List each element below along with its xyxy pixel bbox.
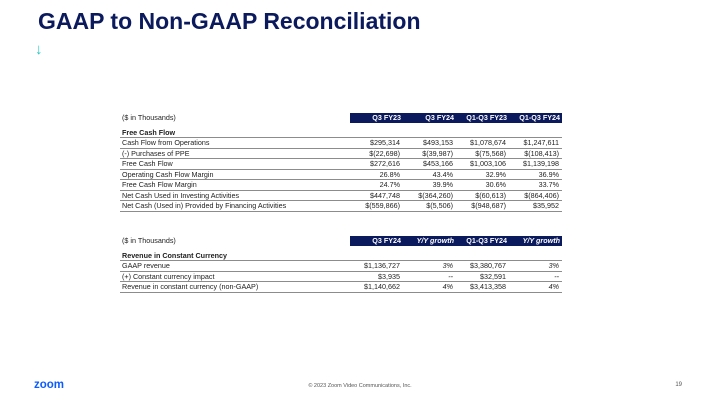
copyright-footer: © 2023 Zoom Video Communications, Inc. — [308, 383, 412, 389]
cell: $(75,568) — [456, 148, 509, 159]
row-label: Cash Flow from Operations — [120, 138, 350, 149]
cell: 26.8% — [350, 169, 403, 180]
cell: $1,247,611 — [509, 138, 562, 149]
cell: $1,139,198 — [509, 159, 562, 170]
cell: $(5,506) — [403, 201, 456, 212]
table-row — [120, 180, 562, 191]
cell: 30.6% — [456, 180, 509, 191]
cell: 3% — [403, 261, 456, 272]
table-row — [120, 159, 562, 170]
row-label: Free Cash Flow Margin — [120, 180, 350, 191]
down-arrow-icon: ↓ — [35, 41, 43, 58]
cell: 3% — [509, 261, 562, 272]
cell: $32,591 — [456, 271, 509, 282]
cell: $295,314 — [350, 138, 403, 149]
section-title: Revenue in Constant Currency — [120, 251, 562, 261]
cell: $(864,406) — [509, 190, 562, 201]
column-header: Q1-Q3 FY24 — [509, 113, 562, 123]
column-header: Y/Y growth — [509, 236, 562, 246]
cell: $272,616 — [350, 159, 403, 170]
cell: $3,935 — [350, 271, 403, 282]
cell: $453,166 — [403, 159, 456, 170]
table-row — [120, 261, 562, 272]
cell: -- — [403, 271, 456, 282]
column-header: Q1-Q3 FY23 — [456, 113, 509, 123]
table-row — [120, 138, 562, 149]
row-label: Operating Cash Flow Margin — [120, 169, 350, 180]
cell: 32.9% — [456, 169, 509, 180]
row-label: Net Cash (Used in) Provided by Financing Activities — [120, 201, 350, 212]
cell: $493,153 — [403, 138, 456, 149]
section-title: Free Cash Flow — [120, 128, 562, 138]
column-header: Y/Y growth — [403, 236, 456, 246]
cell: $(364,260) — [403, 190, 456, 201]
cell: $(39,987) — [403, 148, 456, 159]
row-label: (-) Purchases of PPE — [120, 148, 350, 159]
table-row — [120, 169, 562, 180]
cell: 33.7% — [509, 180, 562, 191]
table-row — [120, 190, 562, 201]
cell: 4% — [403, 282, 456, 293]
cell: $35,952 — [509, 201, 562, 212]
table-row — [120, 148, 562, 159]
cell: $(22,698) — [350, 148, 403, 159]
table-row — [120, 282, 562, 293]
cell: $3,380,767 — [456, 261, 509, 272]
cell: 43.4% — [403, 169, 456, 180]
page-number: 19 — [675, 382, 682, 388]
cell: $447,748 — [350, 190, 403, 201]
row-label: Free Cash Flow — [120, 159, 350, 170]
column-header: Q3 FY24 — [350, 236, 403, 246]
cell: $1,003,106 — [456, 159, 509, 170]
cell: $1,078,674 — [456, 138, 509, 149]
zoom-logo: zoom — [34, 379, 65, 391]
cell: $(60,613) — [456, 190, 509, 201]
cell: $(948,687) — [456, 201, 509, 212]
cell: 4% — [509, 282, 562, 293]
cell: $(108,413) — [509, 148, 562, 159]
unit-label: ($ in Thousands) — [122, 236, 176, 245]
row-label: Net Cash Used in Investing Activities — [120, 190, 350, 201]
cell: 36.9% — [509, 169, 562, 180]
column-header: Q3 FY23 — [350, 113, 403, 123]
cell: -- — [509, 271, 562, 282]
constant-currency-table — [120, 236, 562, 293]
cell: 24.7% — [350, 180, 403, 191]
free-cash-flow-table — [120, 113, 562, 212]
cell: $3,413,358 — [456, 282, 509, 293]
row-label: (+) Constant currency impact — [120, 271, 350, 282]
cell: $(559,866) — [350, 201, 403, 212]
column-header: Q3 FY24 — [403, 113, 456, 123]
slide-title: GAAP to Non-GAAP Reconciliation — [38, 8, 421, 34]
column-header: Q1-Q3 FY24 — [456, 236, 509, 246]
unit-label: ($ in Thousands) — [122, 113, 176, 122]
table-row — [120, 271, 562, 282]
cell: $1,136,727 — [350, 261, 403, 272]
cell: 39.9% — [403, 180, 456, 191]
cell: $1,140,662 — [350, 282, 403, 293]
row-label: Revenue in constant currency (non-GAAP) — [120, 282, 350, 293]
table-row — [120, 201, 562, 212]
row-label: GAAP revenue — [120, 261, 350, 272]
